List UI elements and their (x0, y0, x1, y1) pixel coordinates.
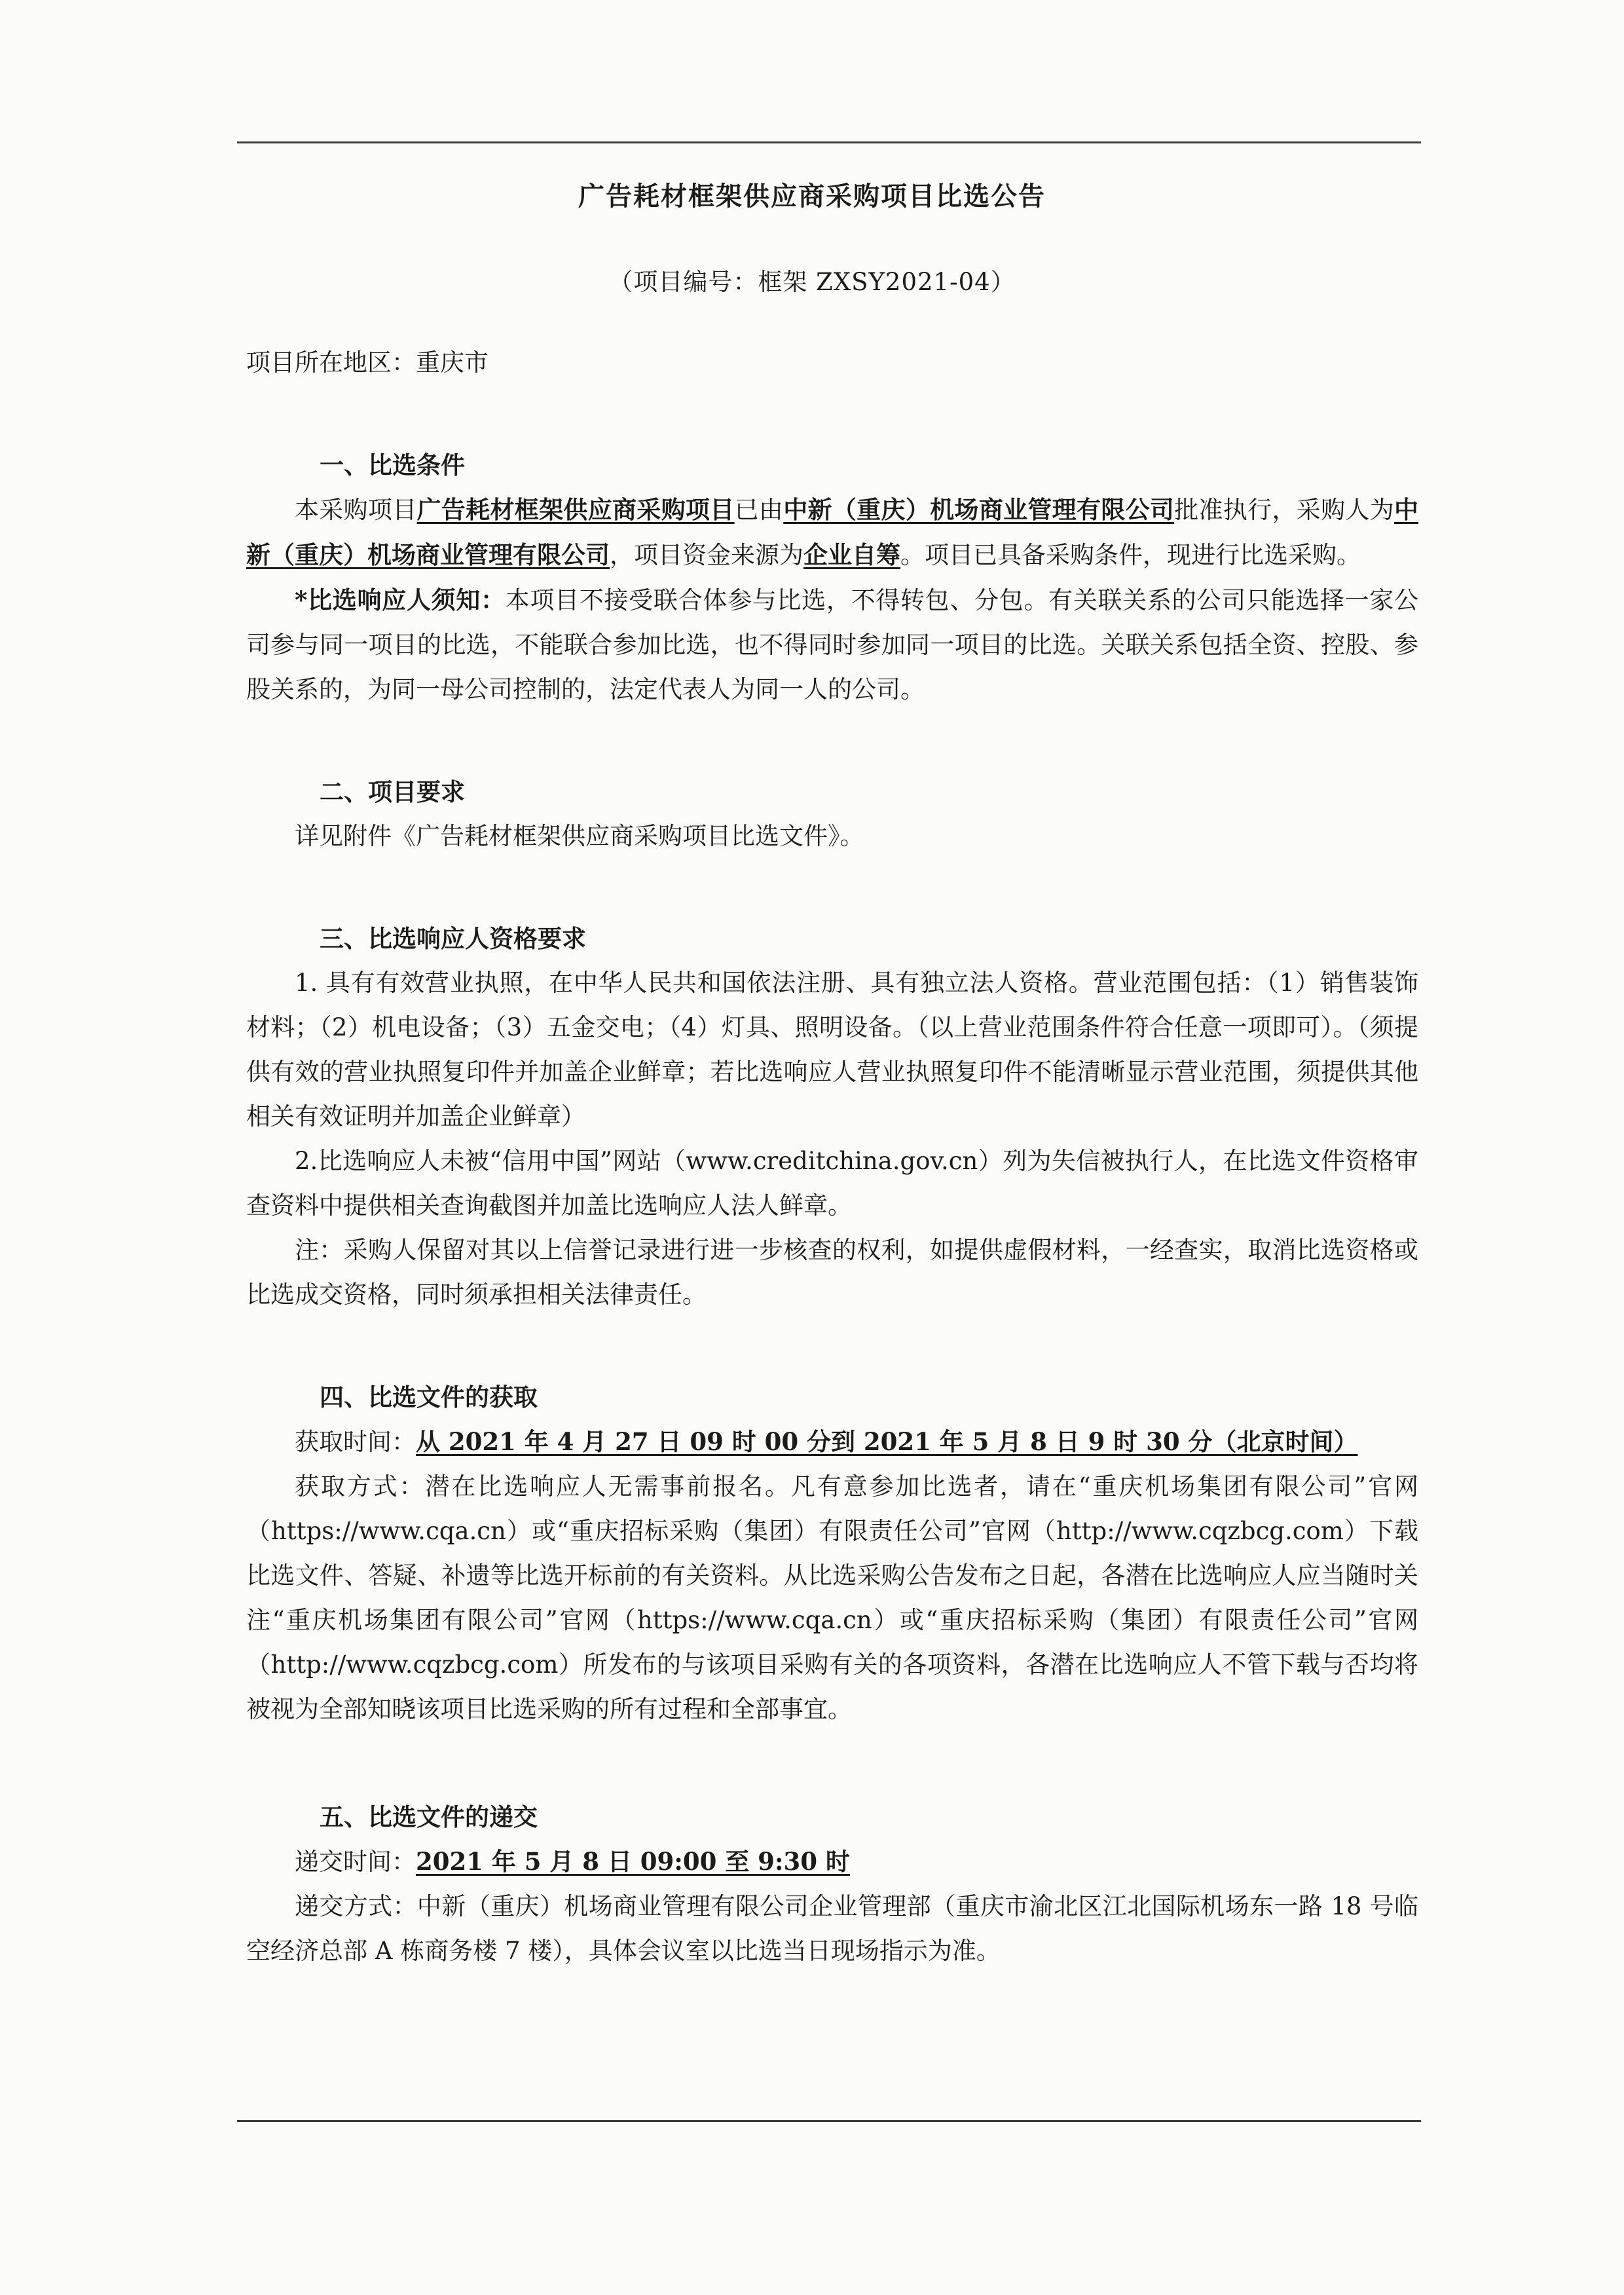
fund-source-underlined: 企业自筹 (803, 540, 900, 569)
obtain-method: 获取方式：潜在比选响应人无需事前报名。凡有意参加比选者，请在“重庆机场集团有限公司”官网（https://www.cqa.cn）或“重庆招标采购（集团）有限责任公司”官网（http://www.cqzbcg.com）下载比选文件、答疑、补遗等比选开标前的有关资料。从比选采购公告发布之日起，各潜在比选响应人应当随时关注“重庆机场集团有限公司”官网（https://www.cqa.cn）或“重庆招标采购（集团）有限责任公司”官网（http://www.cqzbcg.com）所发布的与该项目采购有关的各项资料，各潜在比选响应人不管下载与否均将被视为全部知晓该项目比选采购的所有过程和全部事宜。 (246, 1472, 1418, 1723)
section-obtain-documents (246, 1375, 1418, 1732)
section-conditions (246, 443, 1418, 712)
section-heading: 三、比选响应人资格要求 (320, 924, 586, 953)
text-run: 批准执行，采购人为 (1174, 496, 1395, 524)
section-heading: 四、比选文件的获取 (320, 1383, 538, 1411)
text-run: 已由 (734, 496, 784, 524)
text-run: 。项目已具备采购条件，现进行比选采购。 (900, 541, 1361, 569)
qualification-item-1: 1. 具有有效营业执照，在中华人民共和国依法注册、具有独立法人资格。营业范围包括：（1）销售装饰材料；（2）机电设备；（3）五金交电；（4）灯具、照明设备。（以上营业范围条件符合任意一项即可）。（须提供有效的营业执照复印件并加盖企业鲜章；若比选响应人营业执照复印件不能清晰显示营业范围，须提供其他相关有效证明并加盖企业鲜章） (246, 969, 1418, 1130)
paragraph-conditions (246, 487, 1418, 578)
qualification-note: 注：采购人保留对其以上信誉记录进行进一步核查的权利，如提供虚假材料，一经查实，取消比选资格或比选成交资格，同时须承担相关法律责任。 (246, 1236, 1418, 1309)
time-label: 获取时间： (295, 1428, 416, 1456)
section-qualifications (246, 916, 1418, 1317)
bottom-divider (237, 2120, 1421, 2122)
obtain-time (246, 1419, 1418, 1465)
document-body (246, 341, 1418, 1973)
project-number: （项目编号：框架 ZXSY2021-04） (608, 268, 1016, 296)
paragraph-notice (246, 578, 1418, 712)
notice-text: 本项目不接受联合体参与比选，不得转包、分包。有关联关系的公司只能选择一家公司参与同一项目的比选，不能联合参加比选，也不得同时参加同一项目的比选。关联关系包括全资、控股、参股关系的，为同一母公司控制的，法定代表人为同一人的公司。 (246, 586, 1418, 703)
approver-underlined: 中新（重庆）机场商业管理有限公司 (783, 495, 1175, 524)
project-name-underlined: 广告耗材框架供应商采购项目 (416, 495, 735, 524)
obtain-time-value: 从 2021 年 4 月 27 日 09 时 00 分到 2021 年 5 月 8 日 9 时 30 分（北京时间） (416, 1427, 1358, 1456)
submit-time-value: 2021 年 5 月 8 日 09:00 至 9:30 时 (416, 1847, 850, 1876)
text-run: 本采购项目 (295, 496, 417, 524)
section-heading: 二、项目要求 (320, 777, 465, 806)
submit-time (246, 1839, 1418, 1884)
section-requirements (246, 770, 1418, 859)
text-run: ，项目资金来源为 (610, 541, 803, 569)
submit-method: 递交方式：中新（重庆）机场商业管理有限公司企业管理部（重庆市渝北区江北国际机场东一路 18 号临空经济总部 A 栋商务楼 7 楼），具体会议室以比选当日现场指示为准。 (246, 1892, 1418, 1965)
qualification-item-2: 2.比选响应人未被“信用中国”网站（www.creditchina.gov.cn）列为失信被执行人，在比选文件资格审查资料中提供相关查询截图并加盖比选响应人法人鲜章。 (246, 1147, 1418, 1220)
project-region: 项目所在地区：重庆市 (246, 348, 489, 377)
paragraph-requirements: 详见附件《广告耗材框架供应商采购项目比选文件》。 (295, 822, 864, 850)
section-submit-documents (246, 1795, 1418, 1973)
document-title: 广告耗材框架供应商采购项目比选公告 (578, 181, 1046, 212)
section-heading: 一、比选条件 (320, 451, 465, 479)
top-divider (237, 141, 1421, 143)
time-label: 递交时间： (295, 1848, 416, 1876)
notice-label: *比选响应人须知： (295, 586, 506, 614)
section-heading: 五、比选文件的递交 (320, 1802, 538, 1831)
purchaser-underlined: 中新（重庆）机场商业管理有限公司 (246, 495, 1419, 569)
